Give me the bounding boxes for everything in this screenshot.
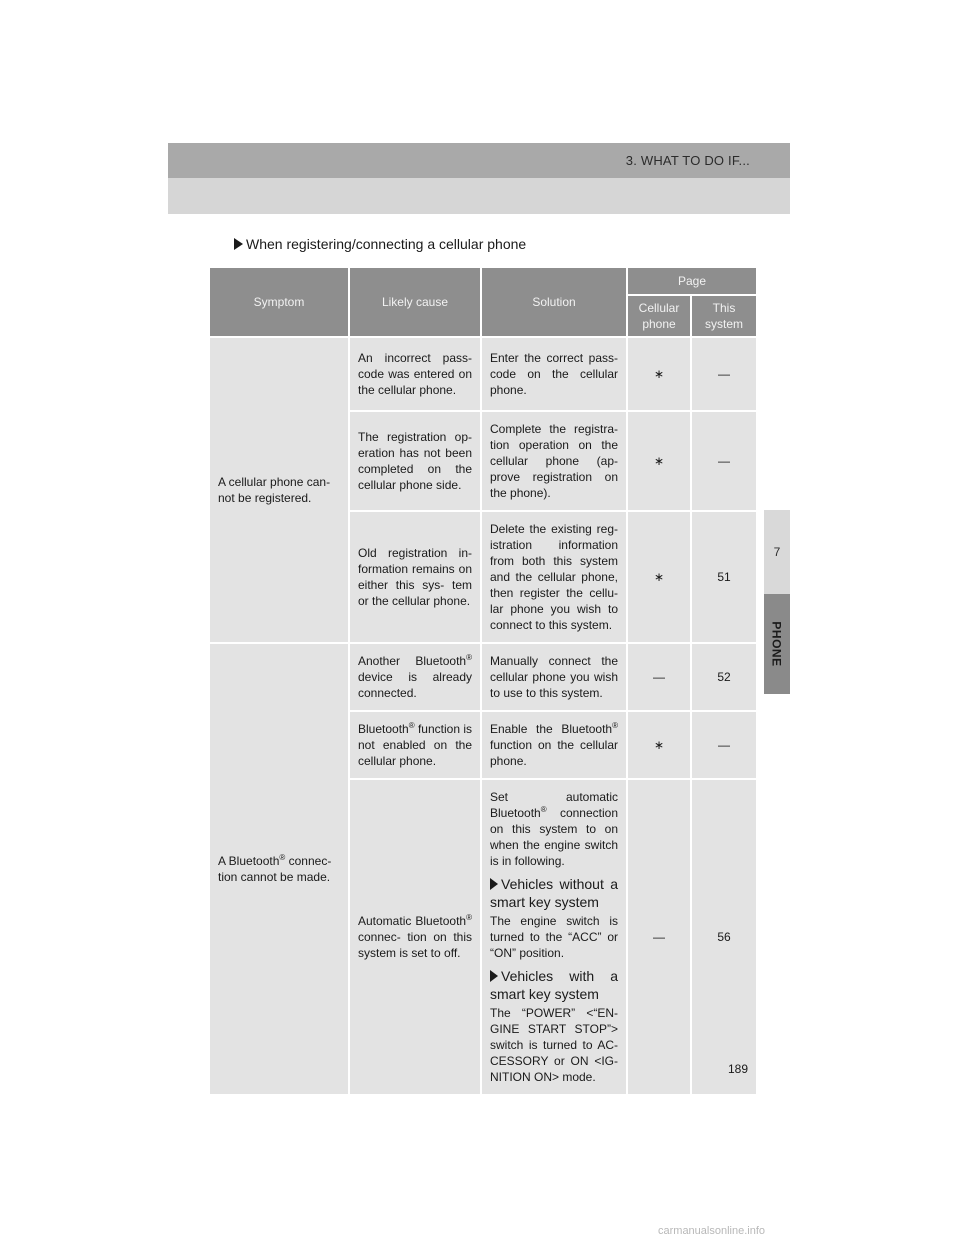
symptom-text: connec- tion cannot be made. <box>218 854 332 884</box>
registered-mark: ® <box>466 653 472 662</box>
vehicle-condition-body: The “POWER” <“EN- GINE START STOP”> switch is turned to AC- CESSORY or ON <IG- NITION ON> mode. <box>490 1006 618 1084</box>
header-cellular: Cellular phone <box>627 295 691 337</box>
chapter-title: 3. WHAT TO DO IF... <box>625 153 750 168</box>
solution-cell <box>481 711 627 779</box>
cause-text: device is already connected. <box>358 670 472 700</box>
solution-cell: Enter the correct pass- code on the cellular phone. <box>481 337 627 411</box>
solution-text: Set automatic Bluetooth <box>490 790 618 820</box>
header-solution: Solution <box>481 267 627 337</box>
sub-header-band <box>168 178 790 214</box>
solution-cell: Complete the registra- tion operation on the cellular phone (ap- prove registration on the phone). <box>481 411 627 511</box>
solution-intro <box>490 789 618 869</box>
registered-mark: ® <box>612 721 618 730</box>
header-symptom: Symptom <box>209 267 349 337</box>
solution-cell: Manually connect the cellular phone you wish to use to this system. <box>481 643 627 711</box>
symptom-text: A Bluetooth <box>218 854 280 868</box>
header-system: This system <box>691 295 757 337</box>
chapter-label-tab <box>764 594 790 694</box>
chapter-number-tab: 7 <box>764 510 790 594</box>
page-number: 189 <box>728 1062 749 1076</box>
watermark: carmanualsonline.info <box>658 1225 766 1237</box>
solution-text: connection on this system to on when the engine switch is in following. <box>490 806 618 868</box>
solution-cell <box>481 779 627 1095</box>
section-heading <box>234 236 526 252</box>
symptom-cell <box>209 643 349 1095</box>
cellular-page-cell: ∗ <box>627 511 691 643</box>
cause-cell: The registration op- eration has not been completed on the cellular phone side. <box>349 411 481 511</box>
header-cause: Likely cause <box>349 267 481 337</box>
solution-text: function on the cellular phone. <box>490 738 618 768</box>
system-page-cell: — <box>691 411 757 511</box>
header-page: Page <box>627 267 757 295</box>
cause-cell <box>349 643 481 711</box>
system-page-cell: — <box>691 337 757 411</box>
cellular-page-cell: — <box>627 643 691 711</box>
system-page-cell: — <box>691 711 757 779</box>
triangle-arrow-icon <box>490 878 498 890</box>
registered-mark: ® <box>466 913 472 922</box>
registered-mark: ® <box>540 805 547 814</box>
cellular-page-cell: — <box>627 779 691 1095</box>
vehicle-condition-heading <box>490 967 618 1003</box>
vehicle-condition-title: Vehicles without a smart key system <box>490 876 618 910</box>
cellular-page-cell: ∗ <box>627 337 691 411</box>
solution-cell: Delete the existing reg- istration information from both this system and the cellular phone, then register the cellu- lar phone you wish to connect to this system. <box>481 511 627 643</box>
cause-cell: Old registration in- formation remains on either this sys- tem or the cellular phone. <box>349 511 481 643</box>
cause-text: function is not enabled on the cellular phone. <box>358 722 472 768</box>
triangle-arrow-icon <box>490 970 498 982</box>
symptom-cell: A cellular phone can- not be registered. <box>209 337 349 643</box>
section-heading-text: When registering/connecting a cellular phone <box>246 236 527 252</box>
cause-text: Bluetooth <box>358 722 409 736</box>
table-row <box>209 337 757 411</box>
cellular-page-cell: ∗ <box>627 411 691 511</box>
triangle-arrow-icon <box>234 238 243 250</box>
cause-text: Another Bluetooth <box>358 654 467 668</box>
vehicle-condition-title: Vehicles with a smart key system <box>490 968 618 1002</box>
vehicle-condition-body: The engine switch is turned to the “ACC” or “ON” position. <box>490 914 618 960</box>
solution-text: Enable the Bluetooth <box>490 722 613 736</box>
cause-cell: An incorrect pass- code was entered on the cellular phone. <box>349 337 481 411</box>
cause-text: connec- tion on this system is set to off. <box>358 930 472 960</box>
system-page-cell: 52 <box>691 643 757 711</box>
registered-mark: ® <box>408 721 415 730</box>
chapter-label: PHONE <box>770 621 784 667</box>
cause-text: Automatic Bluetooth <box>358 914 467 928</box>
cellular-page-cell: ∗ <box>627 711 691 779</box>
cause-cell <box>349 779 481 1095</box>
registered-mark: ® <box>279 853 286 862</box>
troubleshooting-table <box>208 266 758 1096</box>
system-page-cell: 51 <box>691 511 757 643</box>
header-band <box>168 143 790 178</box>
system-page-cell: 56 <box>691 779 757 1095</box>
table-row <box>209 643 757 711</box>
vehicle-condition-heading <box>490 875 618 911</box>
cause-cell <box>349 711 481 779</box>
